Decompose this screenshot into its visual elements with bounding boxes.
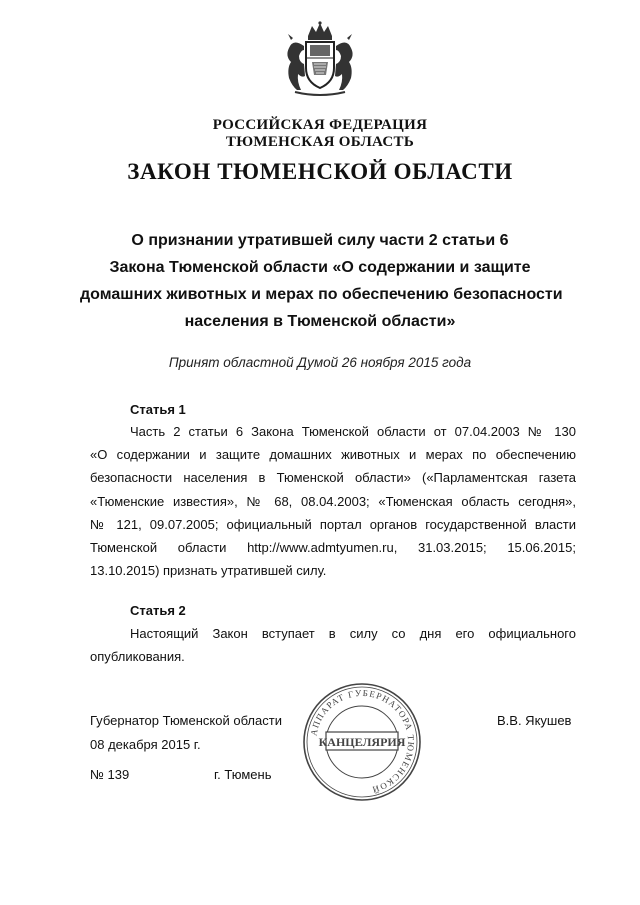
adoption-note: Принят областной Думой 26 ноября 2015 года bbox=[168, 355, 472, 370]
stamp-ring-text: АППАРАТ ГУБЕРНАТОРА ТЮМЕНСКОЙ bbox=[308, 687, 417, 795]
law-subject bbox=[80, 227, 563, 335]
article-2-line: опубликования. bbox=[90, 649, 185, 665]
article-1-line: «О содержании и защите домашних животных и мерах по обеспечению bbox=[90, 447, 576, 463]
coat-of-arms-icon bbox=[279, 20, 361, 102]
article-1-line: Тюменской области http://www.admtyumen.ru, 31.03.2015; 15.06.2015; bbox=[90, 539, 576, 555]
country-heading: РОССИЙСКАЯ ФЕДЕРАЦИЯ bbox=[212, 117, 428, 133]
signing-date: 08 декабря 2015 г. bbox=[90, 737, 201, 752]
stamp-center-text: КАНЦЕЛЯРИЯ bbox=[318, 735, 406, 749]
article-2-heading: Статья 2 bbox=[130, 603, 186, 618]
article-2-text bbox=[90, 622, 576, 668]
article-1-heading: Статья 1 bbox=[130, 402, 186, 417]
article-1-line: Часть 2 статьи 6 Закона Тюменской области от 07.04.2003 № 130 bbox=[130, 424, 576, 439]
article-1-text bbox=[90, 420, 576, 582]
law-subject-line: населения в Тюменской области» bbox=[184, 313, 456, 330]
region-heading: ТЮМЕНСКАЯ ОБЛАСТЬ bbox=[225, 134, 415, 150]
law-subject-line: домашних животных и мерах по обеспечению безопасности bbox=[80, 286, 563, 303]
governor-title: Губернатор Тюменской области bbox=[90, 713, 282, 728]
article-1-line: 13.10.2015) признать утратившей силу. bbox=[90, 563, 327, 579]
law-number: № 139 bbox=[90, 767, 130, 782]
article-2-line: Настоящий Закон вступает в силу со дня его официального bbox=[130, 626, 576, 641]
article-1-line: безопасности населения в Тюменской области» («Парламентская газета bbox=[90, 470, 576, 486]
official-stamp bbox=[300, 680, 424, 804]
law-subject-line: Закона Тюменской области «О содержании и защите bbox=[109, 259, 531, 276]
signing-place: г. Тюмень bbox=[214, 767, 272, 782]
document-title: ЗАКОН ТЮМЕНСКОЙ ОБЛАСТИ bbox=[127, 159, 513, 184]
law-subject-line: О признании утратившей силу части 2 статьи 6 bbox=[131, 232, 509, 249]
article-1-line: № 121, 09.07.2005; официальный портал органов государственной власти bbox=[90, 516, 576, 532]
article-1-line: «Тюменские известия», № 68, 08.04.2003; «Тюменская область сегодня», bbox=[90, 493, 576, 509]
governor-name: В.В. Якушев bbox=[497, 713, 572, 728]
